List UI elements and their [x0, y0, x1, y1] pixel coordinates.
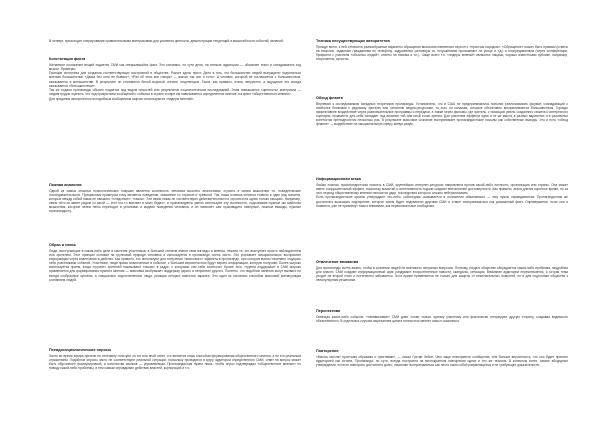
paragraph: Для пропаганды очень важно, чтобы в сознании людей не возникало ненужных вопросов. Поэтому, когда в обществе обсуждается какая-либо проблема, неудобная для власти, СМИ создают информационный шум: раздувают второстепенные новости, скандалы, сенсации. Внимание аудитории переключается, а острая тема уходит на второй план и постепенно забывается. Этот прием применяется не только для защиты от нежелательных новостей, но и для подготовки общества к непопулярным решениям. [316, 265, 568, 283]
section-image-and-link [49, 243, 301, 331]
paragraph: Для придания авторитетности подобным сообщениям широко используются «лидеры мнений». [49, 97, 195, 102]
paragraph: Если пропагандистские органы утверждают что-либо, собеседник оказывается в положении обвиняемого — ему нужно оправдываться. Пропагандистам же достаточно высказать подозрение, которое затем будет подхвачено другими СМИ и станет восприниматься как доказанный факт. Опровержения, если они и появятся, уже не привлекут такого внимания, как первоначальное сообщение. [316, 195, 568, 208]
section-heading: Перспектива [316, 309, 341, 313]
paragraph: Одной из самых опасных психологических ловушек является склонность человека мыслить аналогиями, строить в своем мышлении т.н. поведенческие последовательности. Прекрасным примером тому является поведение, связанное со страхом и тревогой. Так, наша психика склонна ставить в один ряд понятия, которые между собой никак не связаны: «следствие», «связь». Эти связи никак не соответствуют действительности и строятся на одних только эмоциях. Например, связь «Кто-то живет рядом со мной — этот кто-то виноват в моих бедах», и пропагандисты умело используют эту склонность, подсовывая нужные им шаблоны мышления, которые затем легко переходят в установки и модели поведения человека, и он начинает сам производить неверные, ложные выводы, нужные пропагандисту. [49, 188, 301, 214]
section-perspective [316, 309, 568, 331]
section-distraction [316, 260, 568, 300]
section-heading: Техника несуществующих авторитетов [316, 39, 390, 43]
section-heading: Повторение [316, 349, 339, 353]
section-heading: Ложная аналогия [49, 183, 82, 187]
section-repetition [316, 349, 568, 381]
section-heading: Констатация факта [49, 57, 86, 61]
section-heading: Псевдосоциологические опросы [49, 348, 112, 352]
intro-paragraph: В четверг, происходит оперирование сравнительными материалами для усиления ценности, демонстрации тенденций и масштабности событий, явлений. [49, 39, 284, 43]
paragraph: Желаемое положение вещей подается СМИ как свершившийся факт. Это основано, по сути дела, на гипнозе аудитории — объявлен тезис и складывается ход мысли. Примеры: [49, 62, 301, 71]
section-heading: Отвлечение внимания [316, 260, 359, 264]
paragraph: Так же подача пропаганды обычно подается под видом новостей или результатов социологических исследований. Этим повышается «ценность» материала — людям трудно оценить, что под прикрытием сообщений о событии в стране и мире им навязывается определенное мнение, на фоне «общественного мнения». [49, 88, 301, 97]
paragraph: Любая ложная, пропагандистская новость в СМИ, крупнейших интернет-ресурсах направлена против какой-либо личности, организации или страны. Она может иметь сокрушительный эффект, поскольку масштаб и интенсивность подачи создают впечатление достоверности. Как правило, атака длится короткое время, но за этот период общественному мнению наносится удар, последствия которого сложно нейтрализовать. [316, 182, 568, 195]
intro-section [49, 39, 301, 53]
paragraph: Прежде всего, к ней относятся разнообразные варианты обращения высокопоставленных персон с «простым народом». «Обращение» может быть прямым (ответы на вопросы, заданные гражданами по телефону, задушевные разговоры со «случайными прохожими» на улице и т.д.) и опосредованным (через конференции, брифинги с участием «обычных людей», ответы на письма и т.п.). Чаще всего т.н. «лидеры мнений» являются лицами, хорошо известными публике, например, спортсмены, артисты. [316, 44, 568, 62]
section-pseudo-polls [49, 348, 301, 392]
paragraph: Принцип источника для создания соответствующих настроений в обществе. Расчет здесь прост. Дело в том, что большинство людей вынуждено подчиняться мнению большинства: «Дыма без огня не бывает», «Раз об этом все говорят — значит так оно и есть». А человек, который не соглашается с большинством, оказывается в меньшинстве. В результате он становится белой вороной, изгоем, отщепенцем. Такое, как правило, очень неприятно, а ощущение это иногда оказывается «большинством». [49, 71, 301, 88]
section-flank-bypass [316, 96, 568, 166]
section-information-attack [316, 177, 568, 254]
right-column [316, 0, 568, 424]
paragraph: Вернемся к исследованиям западных теоретиков пропаганды. Установлено, что в США не предпринимались попытки реализовывать формат, совпадающий с наиболее близкими к рядовому зрителю или читателю медиа-ресурсами, то есть по каналам, которые объективно воспринимаются большинством. Гораздо эффективнее воздействие через развлекательные программы и передачи, а также через фильмы, где зритель, с помощью умело созданного сюжета и интересного сценария, незаметно для себя попадает под влияние той или иной точки зрения. Для усиления эффекта одна и та же мысль в разных вариантах и в различных контекстах преподносится несколько раз. В результате массовое сознание воспринимает пропагандистские посылы как собственные выводы. Это и есть «обход фланга» — воздействие на эмоциональную сферу минуя разум. [316, 101, 568, 127]
section-false-analogy [49, 183, 301, 234]
section-heading: Образ и связь [49, 243, 76, 247]
paragraph: Часто во время эфира зрители по телефону голосуют за тот или иной ответ, что является лишь способом формирования общественного мнения, а не его реальным отражением. Подобные опросы часто не соответствуют реальной ситуации, поскольку проводятся в кругу аудитории определенного СМИ, ответ на вопрос может быть обусловлен формулировкой, а количество звонков — управляемым. Пропагандистам нужно лишь, чтобы опрос подтверждал «общественное мнение» по поводу какой-либо проблемы, и тем самым оправдывал действия властей, корпораций и т.п. [49, 353, 301, 371]
section-heading: Обход фланга [316, 96, 343, 100]
paragraph: Освещая какое-либо событие, «независимые» СМИ дают слово только одному участнику или фактически игнорируют другую сторону, создавая видимость объективности. В отдельных случаях вырезанная цитата полностью меняет смысл сказанного. [316, 314, 568, 323]
section-fact-statement [49, 57, 301, 153]
paragraph: «Массы мыслят простыми образами и чувствами», — писал Густав Лебон. Чем чаще повторяется сообщение, тем больше вероятность, что оно будет принято аудиторией как истина. Пропаганда, по сути, всегда построена на многократном повторении одних и тех же тезисов. В конечном счете, самые абсурдные утверждения, если их повторять достаточно долго, начинают восприниматься как нечто само собой разумеющееся и не требующее доказательств. [316, 354, 568, 367]
left-column [49, 0, 301, 424]
section-fake-authorities [316, 39, 568, 84]
section-heading: Информационная атака [316, 177, 361, 181]
paragraph: Люди, выступающие в каком-либо деле в качестве участников, в большей степени имеют свои взгляды и мнения, нежели те, кто выступает просто наблюдателем или зрителем. Этот принцип основан на групповой природе человека и используется в пропаганде очень часто. Это усиливает эмоциональное восприятие информации через вовлечение в действо. Как правило, это используют для получения «массового» эффекта в пропаганде, при котором массы начинают ощущать себя участниками событий. Участники, люди прямо вовлеченные в событие, с большей вероятностью будут верить информации, которую получают. Более широко используется прием, когда «группе» зрителей показывают «своих» в кадре, с которыми они себя соотносят. Кроме того, «группа поддержки» в СМИ широко применяется для формирования нужного мнения — массовка изображает поддержку одного и неприятие другого. Понятно, что подобное явление могут вызвать не всегда отобранные зрители, а специально подготовленные люди, реакция которых известна заранее. Это один из основных способов массовой манипуляции сознанием людей. [49, 248, 301, 282]
